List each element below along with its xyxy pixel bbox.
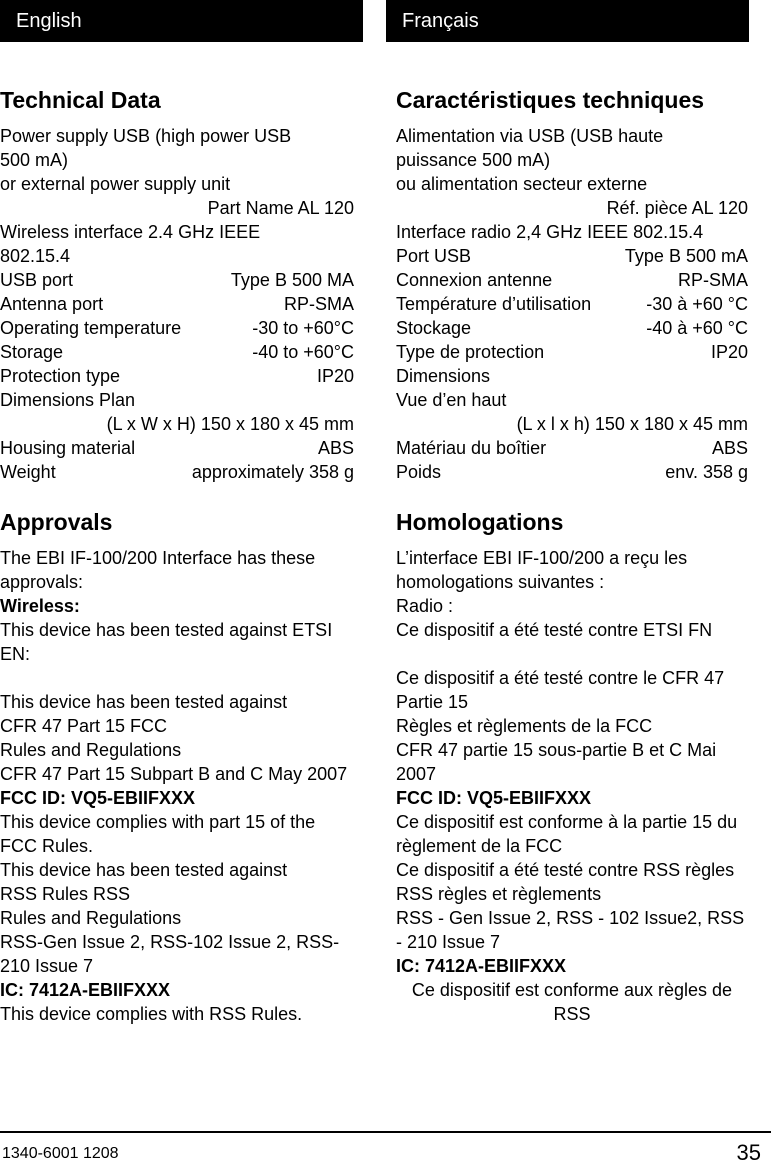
- footer-rule: [0, 1131, 771, 1133]
- technical-data-heading: Caractéristiques techniques: [396, 87, 705, 113]
- dimensions-value: (L x l x h) 150 x 180 x 45 mm: [516, 414, 748, 434]
- spec-row: Poids env. 358 g: [396, 462, 748, 482]
- language-header-english: English: [0, 0, 363, 42]
- rss-comply-text: Ce dispositif est conforme aux règles de RSS: [411, 980, 733, 1024]
- wireless-interface-text: Wireless interface 2.4 GHz IEEE 802.15.4: [0, 222, 261, 266]
- spec-row: Port USB Type B 500 mA: [396, 246, 748, 266]
- spec-row: Housing material ABS: [0, 438, 354, 458]
- fcc-comply-text: This device complies with part 15 of the FCC Rules.: [0, 812, 316, 856]
- cfr-text: Règles et règlements de la FCC: [396, 716, 653, 736]
- power-supply-text: Power supply USB (high power USB 500 mA) or external power supply unit: [0, 126, 292, 194]
- power-supply-part: Réf. pièce AL 120: [606, 198, 748, 218]
- english-content: [0, 84, 354, 1026]
- spec-row: Operating temperature -30 to +60°C: [0, 318, 354, 338]
- rss-text: This device has been tested against: [0, 860, 288, 880]
- rss-text: RSS - Gen Issue 2, RSS - 102 Issue2, RSS - 210 Issue 7: [396, 908, 745, 952]
- rss-comply-text: This device complies with RSS Rules.: [0, 1004, 303, 1024]
- spec-row: Antenna port RP-SMA: [0, 294, 354, 314]
- wireless-heading: Radio :: [396, 596, 454, 616]
- approvals-heading: Approvals: [0, 509, 113, 535]
- spec-row: Storage -40 to +60°C: [0, 342, 354, 362]
- ic-id: IC: 7412A-EBIIFXXX: [0, 980, 171, 1000]
- wireless-heading: Wireless:: [0, 596, 80, 616]
- wireless-interface-text: Interface radio 2,4 GHz IEEE 802.15.4: [396, 222, 704, 242]
- french-content: [396, 84, 748, 1026]
- rss-text: RSS Rules RSS: [0, 884, 131, 904]
- spec-row: Protection type IP20: [0, 366, 354, 386]
- language-header-french: Français: [386, 0, 749, 42]
- approvals-intro: The EBI IF-100/200 Interface has these approvals:: [0, 548, 316, 592]
- cfr-text: CFR 47 Part 15 FCC: [0, 716, 168, 736]
- dimensions-label: Vue d’en haut: [396, 390, 507, 410]
- rss-text: RSS règles et règlements: [396, 884, 602, 904]
- spec-row: Stockage -40 à +60 °C: [396, 318, 748, 338]
- etsi-text: This device has been tested against ETSI EN:: [0, 620, 333, 664]
- dimensions-value: (L x W x H) 150 x 180 x 45 mm: [106, 414, 354, 434]
- spec-row: Weight approximately 358 g: [0, 462, 354, 482]
- cfr-text: Ce dispositif a été testé contre le CFR 47 Partie 15: [396, 668, 725, 712]
- fcc-id: FCC ID: VQ5-EBIIFXXX: [0, 788, 196, 808]
- spec-row: Température d’utilisation -30 à +60 °C: [396, 294, 748, 314]
- spec-row: Connexion antenne RP-SMA: [396, 270, 748, 290]
- dimensions-label: Dimensions: [396, 366, 491, 386]
- power-supply-part: Part Name AL 120: [207, 198, 354, 218]
- spec-row: USB port Type B 500 MA: [0, 270, 354, 290]
- ic-id: IC: 7412A-EBIIFXXX: [396, 956, 567, 976]
- cfr-text: This device has been tested against: [0, 692, 288, 712]
- technical-data-heading: Technical Data: [0, 87, 161, 113]
- page-number: 35: [736, 1140, 761, 1165]
- fcc-comply-text: Ce dispositif est conforme à la partie 15 du règlement de la FCC: [396, 812, 738, 856]
- spec-row: Matériau du boîtier ABS: [396, 438, 748, 458]
- cfr-text: Rules and Regulations: [0, 740, 182, 760]
- dimensions-label: Dimensions Plan: [0, 390, 136, 410]
- power-supply-text: Alimentation via USB (USB haute puissance 500 mA) ou alimentation secteur externe: [396, 126, 664, 194]
- cfr-text: CFR 47 partie 15 sous-partie B et C Mai 2007: [396, 740, 717, 784]
- rss-text: Rules and Regulations: [0, 908, 182, 928]
- rss-text: RSS-Gen Issue 2, RSS-102 Issue 2, RSS-210 Issue 7: [0, 932, 340, 976]
- rss-text: Ce dispositif a été testé contre RSS règles: [396, 860, 735, 880]
- approvals-intro: L’interface EBI IF-100/200 a reçu les homologations suivantes :: [396, 548, 688, 592]
- document-number: 1340-6001 1208: [2, 1145, 119, 1162]
- approvals-heading: Homologations: [396, 509, 564, 535]
- cfr-text: CFR 47 Part 15 Subpart B and C May 2007: [0, 764, 348, 784]
- spec-row: Type de protection IP20: [396, 342, 748, 362]
- etsi-text: Ce dispositif a été testé contre ETSI FN: [396, 620, 713, 640]
- fcc-id: FCC ID: VQ5-EBIIFXXX: [396, 788, 592, 808]
